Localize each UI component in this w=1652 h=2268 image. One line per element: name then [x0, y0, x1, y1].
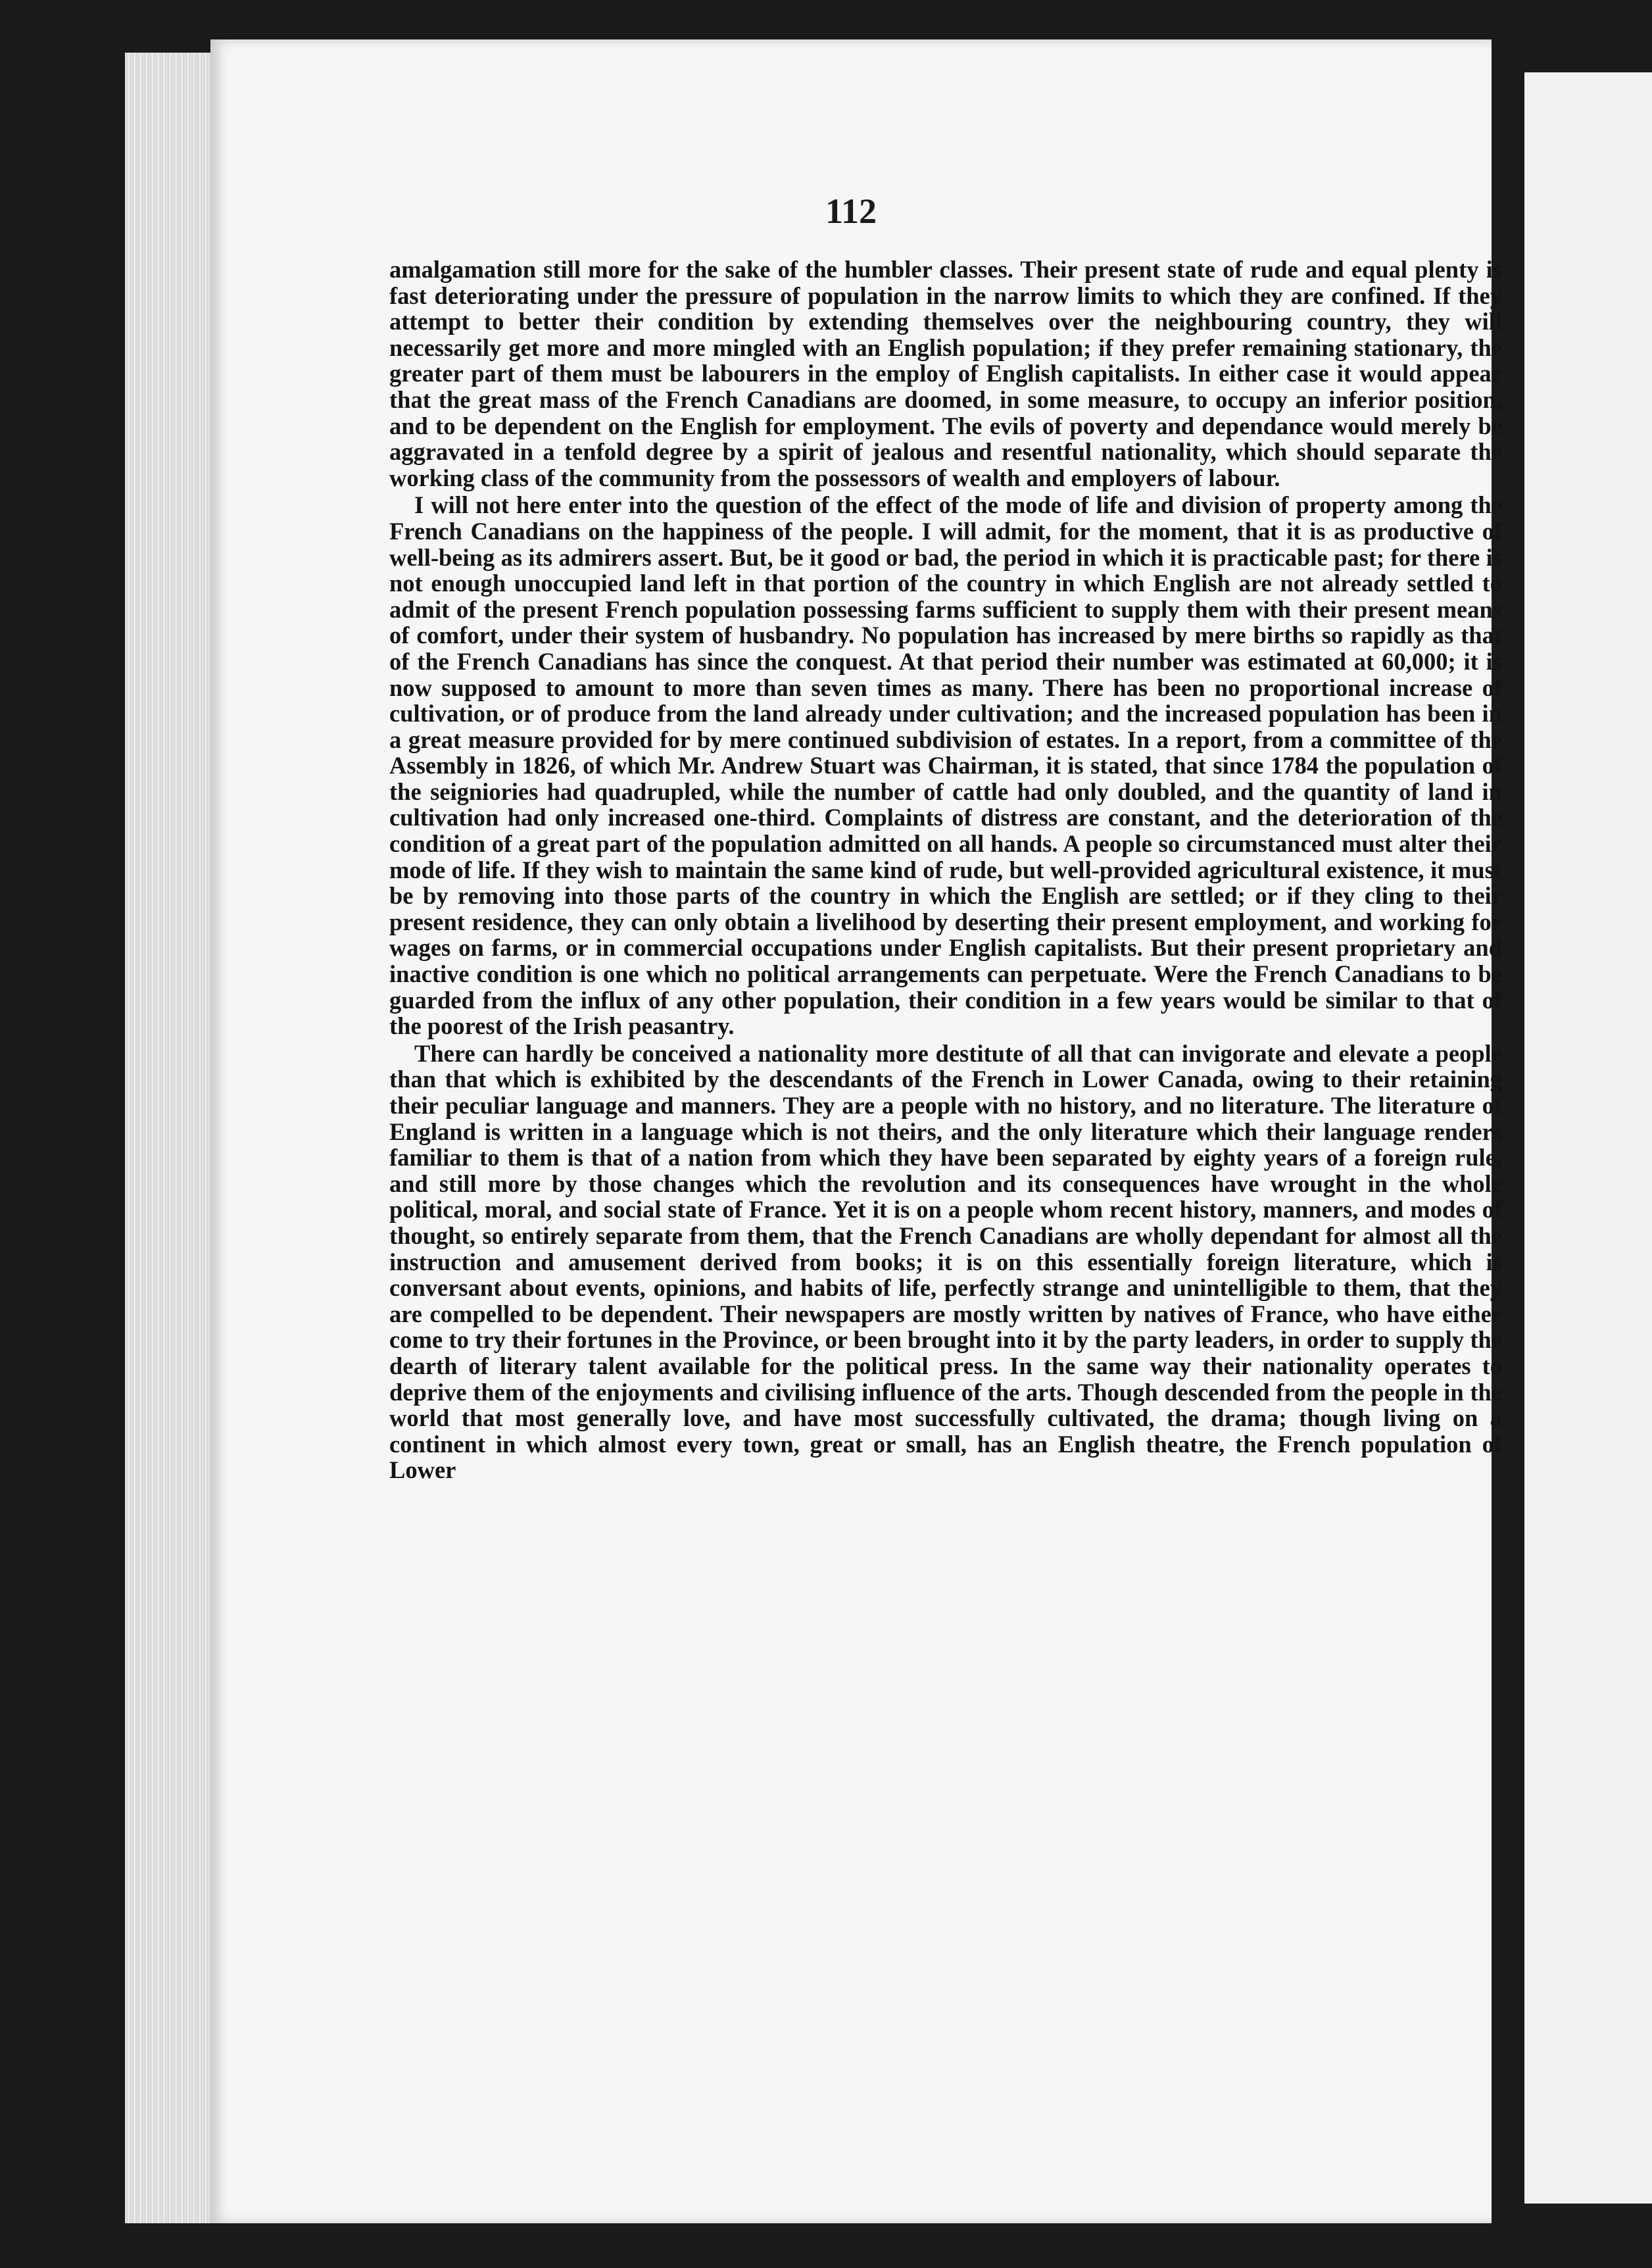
paragraph: amalgamation still more for the sake of the humbler classes. Their present state of rude and equal plenty is fast deteriorating under the pressure of population in the narrow limits to which they are confined. If they attempt to better their condition by extending themselves over the neighbouring country, they will necessarily get more and more mingled with an English population; if they prefer remaining stationary, the greater part of them must be labourers in the employ of English capitalists. In either case it would appear that the great mass of the French Canadians are doomed, in some measure, to occupy an inferior position, and to be dependent on the English for employment. The evils of poverty and dependance would merely be aggravated in a tenfold degree by a spirit of jealous and resentful nationality, which should separate the working class of the community from the possessors of wealth and employers of labour.	[389, 256, 1502, 491]
paragraph: I will not here enter into the question of the effect of the mode of life and division of property among the French Canadians on the happiness of the people. I will admit, for the moment, that it is as productive of well-being as its admirers assert. But, be it good or bad, the period in which it is practicable past; for there is not enough unoccupied land left in that portion of the country in which English are not already settled to admit of the present French population possessing farms sufficient to supply them with their present means of comfort, under their system of husbandry. No population has increased by mere births so rapidly as that of the French Canadians has since the conquest. At that period their number was estimated at 60,000; it is now supposed to amount to more than seven times as many. There has been no proportional increase of cultivation, or of produce from the land already under cultivation; and the increased population has been in a great measure provided for by mere continued subdivision of estates. In a report, from a committee of the Assembly in 1826, of which Mr. Andrew Stuart was Chairman, it is stated, that since 1784 the population of the seigniories had quadrupled, while the number of cattle had only doubled, and the quantity of land in cultivation had only increased one-third. Complaints of distress are constant, and the deterioration of the condition of a great part of the population admitted on all hands. A people so circumstanced must alter their mode of life. If they wish to maintain the same kind of rude, but well-provided agricultural existence, it must be by removing into those parts of the country in which the English are settled; or if they cling to their present residence, they can only obtain a livelihood by deserting their present employment, and working for wages on farms, or in commercial occupations under English capitalists. But their present proprietary and inactive condition is one which no political arrangements can perpetuate. Were the French Canadians to be guarded from the influx of any other population, their condition in a few years would be similar to that of the poorest of the Irish peasantry.	[389, 491, 1502, 1040]
paragraph: There can hardly be conceived a nationality more destitute of all that can invigorate and elevate a people than that which is exhibited by the descendants of the French in Lower Canada, owing to their retaining their peculiar language and manners. They are a people with no history, and no literature. The literature of England is written in a language which is not theirs, and the only literature which their language renders familiar to them is that of a nation from which they have been separated by eighty years of a foreign rule, and still more by those changes which the revolution and its consequences have wrought in the whole political, moral, and social state of France. Yet it is on a people whom recent history, manners, and modes of thought, so entirely separate from them, that the French Canadians are wholly dependant for almost all the instruction and amusement derived from books; it is on this essentially foreign literature, which is conversant about events, opinions, and habits of life, perfectly strange and unintelligible to them, that they are compelled to be dependent. Their newspapers are mostly written by natives of France, who have either come to try their fortunes in the Province, or been brought into it by the party leaders, in order to supply the dearth of literary talent available for the political press. In the same way their nationality operates to deprive them of the enjoyments and civilising influence of the arts. Though descended from the people in the world that most generally love, and have most successfully cultivated, the drama; though living on a continent in which almost every town, great or small, has an English theatre, the French population of Lower	[389, 1039, 1502, 1484]
body-text	[389, 257, 1502, 1483]
book-page	[210, 39, 1502, 2223]
facing-page	[1524, 72, 1652, 2204]
page-number: 112	[825, 191, 877, 231]
